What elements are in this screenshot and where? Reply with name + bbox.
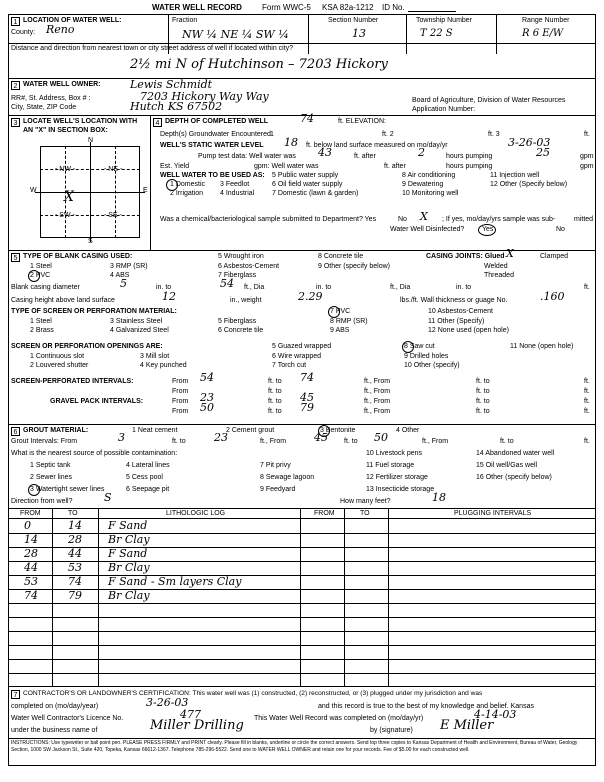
contam-oil-gas[interactable]: 15 Oil well/Gas well <box>476 462 538 469</box>
screen-steel[interactable]: 1 Steel <box>30 318 52 325</box>
city-label: City, State, ZIP Code <box>11 104 77 111</box>
opening-wire[interactable]: 6 Wire wrapped <box>272 353 322 360</box>
log-row-6-desc[interactable]: Br Clay <box>108 589 150 602</box>
grout-from-value[interactable]: 3 <box>118 431 125 444</box>
casing-label: TYPE OF BLANK CASING USED: <box>23 253 133 260</box>
log-row-3-to[interactable]: 44 <box>68 547 82 560</box>
wall-thickness-label: lbs./ft. Wall thickness or guage No. <box>400 297 508 304</box>
section-1-title: LOCATION OF WATER WELL: <box>23 17 122 24</box>
screen-stainless[interactable]: 3 Stainless Steel <box>110 318 163 325</box>
perf-from-label-2: ft., From <box>364 378 391 385</box>
grout-from-label-3: ft., From <box>422 438 449 445</box>
log-row-line <box>8 589 596 590</box>
chemical-sample-label-2: ; If yes, mo/day/yrs sample was sub- <box>442 216 556 223</box>
contam-insecticide[interactable]: 13 Insecticide storage <box>366 486 435 493</box>
use-dewatering[interactable]: 9 Dewatering <box>402 181 444 188</box>
range-label: Range Number <box>522 17 570 24</box>
divider <box>8 424 596 425</box>
owner-city[interactable]: Hutch KS 67502 <box>130 100 223 113</box>
gravel-from-value[interactable]: 23 <box>200 391 214 404</box>
screen-material-label: TYPE OF SCREEN OR PERFORATION MATERIAL: <box>11 308 177 315</box>
grout-intervals-label: Grout Intervals: From <box>11 438 78 445</box>
selected-circle <box>402 341 414 353</box>
depth-value[interactable]: 74 <box>300 112 314 125</box>
county-label: County: <box>11 29 36 36</box>
diameter-label: Blank casing diameter <box>11 284 80 291</box>
completed-label: completed on (mo/day/year) <box>11 703 99 710</box>
use-monitoring[interactable]: 10 Monitoring well <box>402 190 459 197</box>
opening-key-punched[interactable]: 4 Key punched <box>140 362 187 369</box>
section-2-title: WATER WELL OWNER: <box>23 81 101 88</box>
selected-circle <box>478 224 496 236</box>
diameter-value[interactable]: 5 <box>120 277 127 290</box>
east-label: E <box>143 187 148 194</box>
pump-hours[interactable]: 2 <box>418 146 425 159</box>
log-header-from: FROM <box>20 510 41 517</box>
perf-from-label: From <box>172 378 189 385</box>
opening-louvered[interactable]: 2 Louvered shutter <box>30 362 89 369</box>
grout-to-value-2[interactable]: 50 <box>374 431 388 444</box>
grout-to-label-3: ft. to <box>500 438 514 445</box>
screen-abs[interactable]: 9 ABS <box>330 327 350 334</box>
gravel-from-label-2: ft., From <box>364 398 391 405</box>
signature-label: by (signature) <box>370 727 413 734</box>
well-location-mark[interactable]: X <box>64 189 74 205</box>
perf-from-label-3: From <box>172 388 189 395</box>
certification-line-1: CONTRACTOR'S OR LANDOWNER'S CERTIFICATION: This water well was (1) constructed, (2) reconstructed, or (3) plugged under my jurisdiction and was <box>23 690 483 697</box>
gravel-to-label-3: ft. to <box>268 408 282 415</box>
contam-pit-privy[interactable]: 7 Pit privy <box>260 462 291 469</box>
direction-label: Direction from well? <box>11 498 73 505</box>
log-row-2-from[interactable]: 14 <box>24 533 38 546</box>
pump-test-label: Pump test data: Well water was <box>198 153 296 160</box>
weight-label: in., weight <box>230 297 262 304</box>
disinfected-label: Water Well Disinfected? <box>390 226 465 233</box>
log-row-line <box>8 547 596 548</box>
gravel-pack-label: GRAVEL PACK INTERVALS: <box>50 398 144 405</box>
west-label: W <box>30 187 37 194</box>
chemical-no-label[interactable]: No <box>398 216 407 223</box>
casing-other[interactable]: 9 Other (specify below) <box>318 263 390 270</box>
pump-after-label: ft. after <box>354 153 376 160</box>
how-many-feet-label: How many feet? <box>340 498 391 505</box>
selected-circle <box>28 484 40 496</box>
casing-asbestos[interactable]: 6 Asbestos-Cement <box>218 263 280 270</box>
divider <box>8 78 596 79</box>
log-row-line <box>8 645 596 646</box>
section-2-number: 2 <box>11 81 20 90</box>
perf-from-label-4: ft., From <box>364 388 391 395</box>
distance-label: Distance and direction from nearest town or city street address of well if located within city? <box>11 45 294 52</box>
casing-height-value[interactable]: 12 <box>162 290 176 303</box>
use-label: WELL WATER TO BE USED AS: <box>160 172 265 179</box>
perforated-intervals-label: SCREEN-PERFORATED INTERVALS: <box>11 378 134 385</box>
contam-septic[interactable]: 1 Septic tank <box>30 462 71 469</box>
casing-abs[interactable]: 4 ABS <box>110 272 130 279</box>
log-row-line <box>8 631 596 632</box>
log-row-line <box>8 575 596 576</box>
log-row-4-desc[interactable]: Br Clay <box>108 561 150 574</box>
log-row-line <box>8 561 596 562</box>
township-value[interactable]: T 22 S <box>420 28 453 39</box>
yield-gpm-label: gpm: Well water was <box>254 163 319 170</box>
gravel-from-label-3: From <box>172 408 189 415</box>
contam-sewage-lagoon[interactable]: 8 Sewage lagoon <box>260 474 315 481</box>
grout-neat-cement[interactable]: 1 Neat cement <box>132 427 178 434</box>
opening-none[interactable]: 11 None (open hole) <box>510 343 574 350</box>
contam-seepage[interactable]: 6 Seepage pit <box>126 486 170 493</box>
use-air-conditioning[interactable]: 8 Air conditioning <box>402 172 456 179</box>
use-injection[interactable]: 11 Injection well <box>490 172 540 179</box>
static-date[interactable]: 3-26-03 <box>508 136 551 149</box>
perf-to-label-4: ft. to <box>476 388 490 395</box>
use-oil-field[interactable]: 6 Oil field water supply <box>272 181 343 188</box>
casing-steel[interactable]: 1 Steel <box>30 263 52 270</box>
business-name-label: under the business name of <box>11 727 98 734</box>
opening-mill-slot[interactable]: 3 Mill slot <box>140 353 170 360</box>
screen-none[interactable]: 12 None used (open hole) <box>428 327 509 334</box>
contam-other[interactable]: 16 Other (specify below) <box>476 474 552 481</box>
grout-material-label: GROUT MATERIAL: <box>23 427 89 434</box>
distance-value[interactable]: 2½ mi N of Hutchinson – 7203 Hickory <box>130 57 388 72</box>
screen-fiberglass[interactable]: 5 Fiberglass <box>218 318 257 325</box>
selected-circle <box>28 270 40 282</box>
log-row-3-desc[interactable]: F Sand <box>108 547 148 560</box>
opening-saw-cut[interactable]: 8 Saw cut <box>404 343 435 350</box>
section-4-number: 4 <box>153 118 162 127</box>
use-domestic[interactable]: 1 Domestic <box>170 181 206 188</box>
diameter-to-value[interactable]: 54 <box>220 277 234 290</box>
gravel-from-value-2[interactable]: 50 <box>200 401 214 414</box>
divider <box>8 43 596 44</box>
joints-threaded[interactable]: Threaded <box>484 272 514 279</box>
opening-torch[interactable]: 7 Torch cut <box>272 362 307 369</box>
log-row-1-desc[interactable]: F Sand <box>108 519 148 532</box>
contamination-label: What is the nearest source of possible contamination: <box>11 450 178 457</box>
gravel-ft-label: ft. <box>584 398 590 405</box>
screen-other[interactable]: 11 Other (Specify) <box>428 318 485 325</box>
in-to-label: in. to <box>156 284 172 291</box>
completed-date[interactable]: 3-26-03 <box>146 696 189 709</box>
contam-abandoned-well[interactable]: 14 Abandoned water well <box>476 450 555 457</box>
form-number: Form WWC-5 <box>262 3 311 12</box>
id-label: ID No. <box>382 3 405 12</box>
in-to-label-3: in. to <box>456 284 472 291</box>
casing-joints-mark[interactable]: X <box>506 247 514 260</box>
gravel-from-label-4: ft., From <box>364 408 391 415</box>
casing-joints-label: CASING JOINTS: Glued <box>426 253 505 260</box>
owner-name[interactable]: Lewis Schmidt <box>130 78 213 91</box>
log-header-from-2: FROM <box>314 510 335 517</box>
log-row-5-to[interactable]: 74 <box>68 575 82 588</box>
contam-cess-pool[interactable]: 5 Cess pool <box>126 474 163 481</box>
section-box-vline <box>90 142 91 242</box>
weight-value[interactable]: 2.29 <box>298 290 323 303</box>
log-row-5-from[interactable]: 53 <box>24 575 38 588</box>
yield-hours-label: hours pumping <box>446 163 493 170</box>
record-completed-label: This Water Well Record was completed on (mo/day/yr) <box>254 715 424 722</box>
contam-livestock[interactable]: 10 Livestock pens <box>366 450 423 457</box>
section-6-number: 6 <box>11 427 20 436</box>
section-3-title: LOCATE WELL'S LOCATION WITH <box>23 118 138 125</box>
submitted-label: mitted <box>574 216 594 223</box>
elevation-label: ft. ELEVATION: <box>338 118 386 125</box>
screen-asbestos[interactable]: 10 Asbestos-Cement <box>428 308 493 315</box>
north-label: N <box>88 137 94 144</box>
log-row-4-from[interactable]: 44 <box>24 561 38 574</box>
casing-rmp[interactable]: 3 RMP (SR) <box>110 263 148 270</box>
form-title: WATER WELL RECORD <box>152 3 242 12</box>
grout-from-value-2[interactable]: 45 <box>314 431 328 444</box>
log-row-6-from[interactable]: 74 <box>24 589 38 602</box>
grout-to-value[interactable]: 23 <box>214 431 228 444</box>
screen-pvc[interactable]: 7 PVC <box>330 308 351 315</box>
true-record-text: and this record is true to the best of my knowledge and belief. Kansas <box>318 703 534 710</box>
perf-from-value[interactable]: 54 <box>200 371 214 384</box>
section-3-subtitle: AN "X" IN SECTION BOX: <box>23 127 108 134</box>
chemical-no-mark[interactable]: X <box>420 210 428 223</box>
log-row-line <box>8 673 596 674</box>
chemical-sample-label: Was a chemical/bacteriological sample submitted to Department? Yes <box>160 216 377 223</box>
contam-feedyard[interactable]: 9 Feedyard <box>260 486 296 493</box>
perf-ft-label: ft. <box>584 378 590 385</box>
gravel-to-label-4: ft. to <box>476 408 490 415</box>
gauge-value[interactable]: .160 <box>540 290 565 303</box>
log-row-4-to[interactable]: 53 <box>68 561 82 574</box>
perf-to-label-3: ft. to <box>268 388 282 395</box>
south-label: S <box>88 238 93 245</box>
yield-gpm-unit: gpm <box>580 163 594 170</box>
log-header-to-2: TO <box>360 510 370 517</box>
instructions: INSTRUCTIONS: Use typewriter or ball point pen. PLEASE PRESS FIRMLY and PRINT clearly. Please fill in blanks, underline or circle the correct answers. Send top three copies to Kansas Department of Health and Environment, Bureau of Water, Geology Section, 1000 SW Jackson St., Suite 420, Topeka, Kansas 66612-1367. Telephone 785-296-5522. Send one to WATER WELL OWNER and retain one for your records. Fee of $5.00 for each constructed well. <box>11 740 578 753</box>
selected-circle <box>328 306 340 318</box>
section-5-number: 5 <box>11 253 20 262</box>
se-quadrant-label: - SE - <box>104 212 122 219</box>
log-row-line <box>8 533 596 534</box>
groundwater-1: 1 <box>270 131 274 138</box>
divider <box>308 14 309 54</box>
openings-label: SCREEN OR PERFORATION OPENINGS ARE: <box>11 343 163 350</box>
nw-quadrant-label: - NW - <box>55 166 76 173</box>
log-table-bottom <box>8 686 596 687</box>
static-level-text: ft. below land surface measured on mo/day/yr <box>306 142 448 149</box>
opening-other[interactable]: 10 Other (specify) <box>404 362 460 369</box>
range-value[interactable]: R 6 E/W <box>522 28 564 39</box>
ksa-reference: KSA 82a-1212 <box>322 3 374 12</box>
gravel-to-value-2[interactable]: 79 <box>300 401 314 414</box>
id-line <box>408 11 456 12</box>
pump-gpm[interactable]: 25 <box>536 146 550 159</box>
divider <box>496 14 497 54</box>
grout-other[interactable]: 4 Other <box>396 427 420 434</box>
fraction-value[interactable]: NW ¼ NE ¼ SW ¼ <box>182 28 289 41</box>
log-row-line <box>8 659 596 660</box>
use-industrial[interactable]: 4 Industrial <box>220 190 255 197</box>
joints-clamped[interactable]: Clamped <box>540 253 569 260</box>
depth-label: DEPTH OF COMPLETED WELL <box>165 118 269 125</box>
grout-to-label-2: ft. to <box>344 438 358 445</box>
section-3-number: 3 <box>11 118 20 127</box>
log-header-plugging: PLUGGING INTERVALS <box>454 510 532 517</box>
owner-address[interactable]: 7203 Hickory Way Way <box>140 90 269 103</box>
gravel-to-label-2: ft. to <box>476 398 490 405</box>
log-row-6-to[interactable]: 79 <box>68 589 82 602</box>
direction-value[interactable]: S <box>104 491 112 504</box>
log-row-3-from[interactable]: 28 <box>24 547 38 560</box>
groundwater-3: ft. 3 <box>488 131 500 138</box>
static-level-label: WELL'S STATIC WATER LEVEL <box>160 142 264 149</box>
township-label: Township Number <box>416 17 473 24</box>
divider <box>150 115 151 250</box>
groundwater-2: ft. 2 <box>382 131 394 138</box>
use-public[interactable]: 5 Public water supply <box>272 172 339 179</box>
casing-height-label: Casing height above land surface <box>11 297 115 304</box>
feet-value[interactable]: 18 <box>432 491 446 504</box>
use-irrigation[interactable]: 2 Irrigation <box>170 190 204 197</box>
divider <box>8 738 596 739</box>
grout-cement-grout[interactable]: 2 Cement grout <box>226 427 275 434</box>
ft-dia-label-2: ft., Dia <box>390 284 411 291</box>
grout-to-label: ft. to <box>172 438 186 445</box>
application-label: Application Number: <box>412 106 476 113</box>
contam-watertight[interactable]: 3 Watertight sewer lines <box>30 486 105 493</box>
perf-to-value[interactable]: 74 <box>300 371 314 384</box>
yield-label: Est. Yield <box>160 163 190 170</box>
signature[interactable]: E Miller <box>440 718 494 733</box>
contam-lateral[interactable]: 4 Lateral lines <box>126 462 170 469</box>
static-level-value[interactable]: 18 <box>284 136 298 149</box>
grout-ft-label: ft. <box>584 438 590 445</box>
log-row-2-desc[interactable]: Br Clay <box>108 533 150 546</box>
perf-ft-label-2: ft. <box>584 388 590 395</box>
groundwater-end: ft. <box>584 131 590 138</box>
license-label: Water Well Contractor's Licence No. <box>11 715 124 722</box>
grout-bentonite[interactable]: 3 Bentonite <box>320 427 356 434</box>
section-1-number: 1 <box>11 17 20 26</box>
log-header-to: TO <box>68 510 78 517</box>
section-7-number: 7 <box>11 690 20 699</box>
yield-after-label: ft. after <box>384 163 406 170</box>
ft-label: ft. <box>584 284 590 291</box>
groundwater-label: Depth(s) Groundwater Encountered <box>160 131 271 138</box>
ne-quadrant-label: - NE - <box>104 166 123 173</box>
pump-level[interactable]: 43 <box>318 146 332 159</box>
contam-sewer[interactable]: 2 Sewer lines <box>30 474 73 481</box>
casing-wrought-iron[interactable]: 5 Wrought iron <box>218 253 264 260</box>
disinfected-yes[interactable]: Yes <box>482 226 494 233</box>
address-label: RR#, St. Address, Box # : <box>11 95 91 102</box>
disinfected-no[interactable]: No <box>556 226 565 233</box>
in-to-label-2: in. to <box>316 284 332 291</box>
log-row-2-to[interactable]: 28 <box>68 533 82 546</box>
screen-rmp[interactable]: 8 RMP (SR) <box>330 318 368 325</box>
pump-hours-label: hours pumping <box>446 153 493 160</box>
log-header-lithologic: LITHOLOGIC LOG <box>166 510 226 517</box>
gravel-to-value[interactable]: 45 <box>300 391 314 404</box>
casing-pvc[interactable]: 2 PVC <box>30 272 51 279</box>
record-completed-date[interactable]: 4-14-03 <box>474 708 517 721</box>
gravel-ft-label-2: ft. <box>584 408 590 415</box>
use-lawn[interactable]: 7 Domestic (lawn & garden) <box>272 190 359 197</box>
license-number[interactable]: 477 <box>180 708 201 721</box>
joints-welded[interactable]: Welded <box>484 263 508 270</box>
log-table-top <box>8 508 596 509</box>
gravel-to-label: ft. to <box>268 398 282 405</box>
casing-concrete[interactable]: 8 Concrete tile <box>318 253 364 260</box>
county-value[interactable]: Reno <box>46 23 75 36</box>
screen-brass[interactable]: 2 Brass <box>30 327 54 334</box>
use-feedlot[interactable]: 3 Feedlot <box>220 181 250 188</box>
grout-from-label-2: ft., From <box>260 438 287 445</box>
casing-fiberglass[interactable]: 7 Fiberglass <box>218 272 257 279</box>
section-number-label: Section Number <box>328 17 379 24</box>
sw-quadrant-label: - SW - <box>55 212 75 219</box>
log-row-line <box>8 617 596 618</box>
log-row-1-to[interactable]: 14 <box>68 519 82 532</box>
opening-drilled[interactable]: 9 Drilled holes <box>404 353 449 360</box>
screen-concrete[interactable]: 6 Concrete tile <box>218 327 264 334</box>
section-number-value[interactable]: 13 <box>352 27 366 40</box>
gpm-label: gpm <box>580 153 594 160</box>
divider <box>406 14 407 54</box>
contam-fuel[interactable]: 11 Fuel storage <box>366 462 415 469</box>
perf-to-label: ft. to <box>268 378 282 385</box>
ft-dia-label: ft., Dia <box>244 284 265 291</box>
opening-continuous[interactable]: 1 Continuous slot <box>30 353 85 360</box>
contam-fertilizer[interactable]: 12 Fertilizer storage <box>366 474 428 481</box>
screen-galvanized[interactable]: 4 Galvanized Steel <box>110 327 169 334</box>
use-other[interactable]: 12 Other (Specify below) <box>490 181 568 188</box>
fraction-label: Fraction <box>172 17 198 24</box>
log-row-5-desc[interactable]: F Sand - Sm layers Clay <box>108 575 242 588</box>
perf-to-label-2: ft. to <box>476 378 490 385</box>
log-row-line <box>8 603 596 604</box>
section-box-grid <box>115 146 116 238</box>
log-table-header-line <box>8 518 596 519</box>
board-label: Board of Agriculture, Division of Water Resources <box>412 97 566 104</box>
gravel-from-label: From <box>172 398 189 405</box>
business-name[interactable]: Miller Drilling <box>150 718 244 733</box>
log-row-1-from[interactable]: 0 <box>24 519 31 532</box>
opening-guazed[interactable]: 5 Guazed wrapped <box>272 343 332 350</box>
